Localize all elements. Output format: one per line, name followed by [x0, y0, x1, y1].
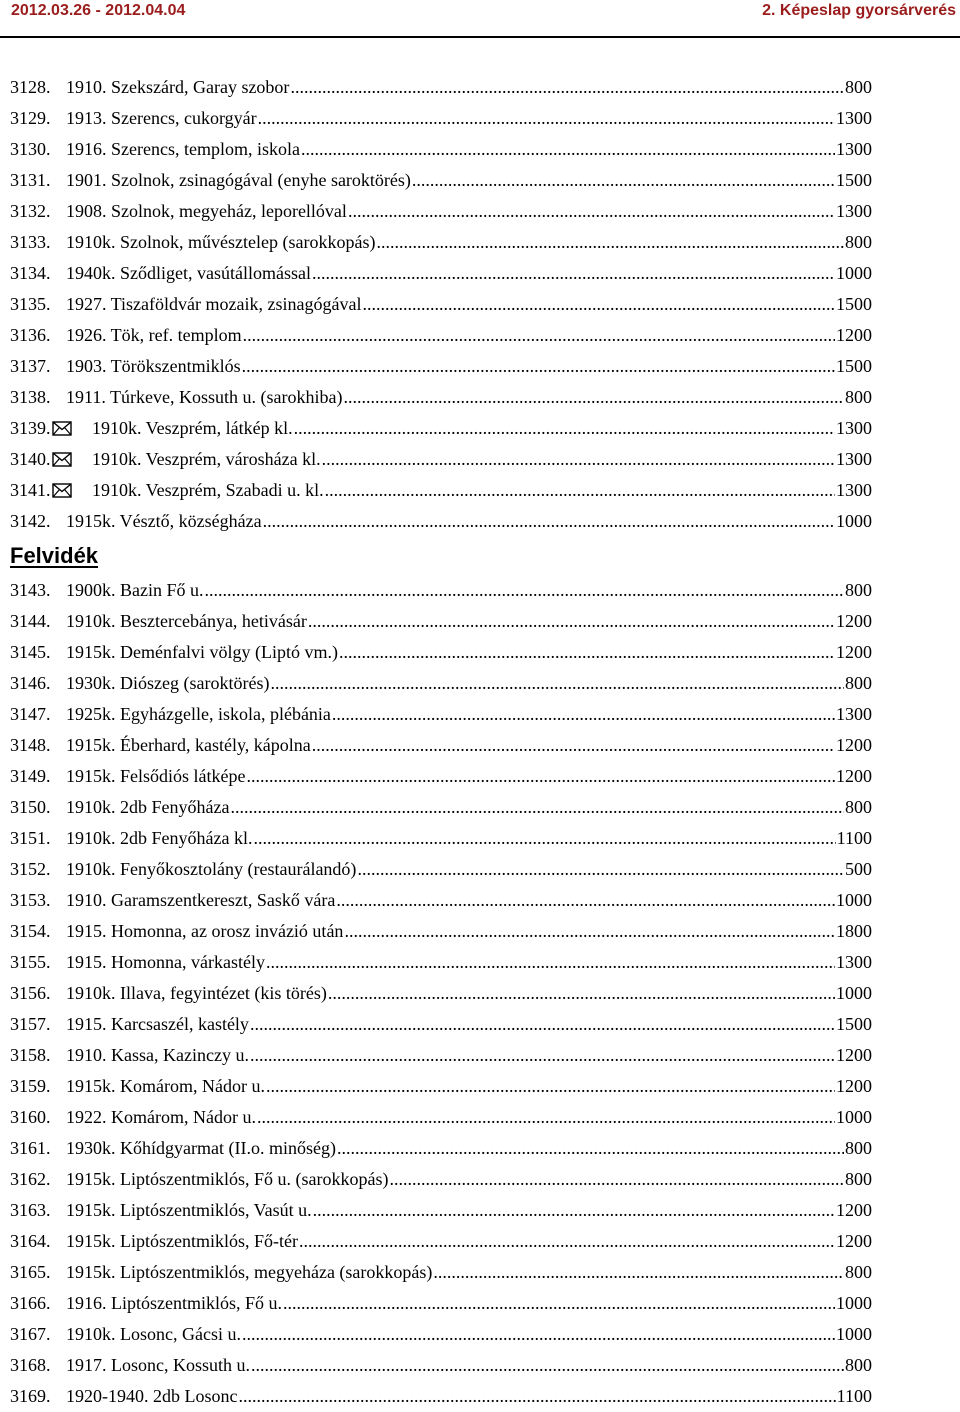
lot-price: 1200 — [836, 1076, 872, 1096]
lot-price: 800 — [845, 1138, 872, 1158]
leader-dots — [389, 1164, 844, 1195]
lot-number: 3157. — [10, 1014, 51, 1034]
lot-row — [10, 103, 872, 134]
lot-number: 3149. — [10, 766, 51, 786]
lot-price: 1500 — [836, 170, 872, 190]
lot-description: 1910k. Besztercebánya, hetivásár — [66, 611, 307, 631]
lot-row — [10, 1040, 872, 1071]
lot-row — [10, 1381, 872, 1412]
lot-row — [10, 165, 872, 196]
lot-number: 3158. — [10, 1045, 51, 1065]
lot-price: 1100 — [836, 1386, 872, 1406]
leader-dots — [376, 227, 844, 258]
lot-description: 1940k. Sződliget, vasútállomással — [66, 263, 311, 283]
lot-description: 1911. Túrkeve, Kossuth u. (sarokhiba) — [66, 387, 343, 407]
lot-row — [10, 978, 872, 1009]
lot-description: 1915k. Liptószentmiklós, Fő-tér — [66, 1231, 298, 1251]
leader-dots — [250, 1040, 835, 1071]
leader-dots — [238, 1381, 835, 1412]
lot-price: 500 — [845, 859, 872, 879]
lot-row — [10, 227, 872, 258]
lot-price: 800 — [845, 797, 872, 817]
lot-price: 1000 — [836, 1324, 872, 1344]
lot-price: 1200 — [836, 735, 872, 755]
lot-row — [10, 134, 872, 165]
leader-dots — [312, 730, 835, 761]
lot-row — [10, 730, 872, 761]
lot-description: 1930k. Diószeg (saroktörés) — [66, 673, 270, 693]
lot-description: 1915k. Liptószentmiklós, megyeháza (sarokkopás) — [66, 1262, 433, 1282]
lot-price: 1100 — [836, 828, 872, 848]
leader-dots — [242, 1319, 835, 1350]
lot-number: 3155. — [10, 952, 51, 972]
lot-row — [10, 1226, 872, 1257]
lot-number: 3154. — [10, 921, 51, 941]
lot-price: 800 — [845, 232, 872, 252]
envelope-icon — [52, 421, 72, 436]
lot-price: 1500 — [836, 356, 872, 376]
lot-description: 1913. Szerencs, cukorgyár — [66, 108, 257, 128]
lot-number: 3132. — [10, 201, 51, 221]
envelope-icon — [52, 483, 72, 498]
leader-dots — [230, 792, 844, 823]
lot-price: 1000 — [836, 511, 872, 531]
leader-dots — [343, 382, 844, 413]
lot-description: 1910. Garamszentkereszt, Saskő vára — [66, 890, 336, 910]
lot-number: 3148. — [10, 735, 51, 755]
lot-description: 1915k. Felsődiós látképe — [66, 766, 246, 786]
lot-description: 1903. Törökszentmiklós — [66, 356, 241, 376]
leader-dots — [412, 165, 835, 196]
lot-row — [10, 606, 872, 637]
lot-price: 1500 — [836, 1014, 872, 1034]
lot-number: 3138. — [10, 387, 51, 407]
lot-price: 800 — [845, 1355, 872, 1375]
leader-dots — [246, 761, 835, 792]
lot-number: 3137. — [10, 356, 51, 376]
lot-price: 1000 — [836, 1293, 872, 1313]
lot-number: 3131. — [10, 170, 51, 190]
lot-row — [10, 444, 872, 475]
lot-number: 3156. — [10, 983, 51, 1003]
lot-description: 1901. Szolnok, zsinagógával (enyhe saroktörés) — [66, 170, 411, 190]
lot-row — [10, 1350, 872, 1381]
lot-description: 1915. Homonna, az orosz invázió után — [66, 921, 344, 941]
leader-dots — [205, 575, 845, 606]
lot-row — [10, 1071, 872, 1102]
lot-description: 1910k. Veszprém, városháza kl. — [92, 449, 321, 469]
lot-row — [10, 1102, 872, 1133]
lot-description: 1922. Komárom, Nádor u. — [66, 1107, 256, 1127]
lot-number: 3163. — [10, 1200, 51, 1220]
lot-row — [10, 792, 872, 823]
lot-price: 800 — [845, 673, 872, 693]
lot-description: 1915k. Vésztő, községháza — [66, 511, 262, 531]
lot-row — [10, 413, 872, 444]
leader-dots — [337, 1133, 844, 1164]
lot-description: 1927. Tiszaföldvár mozaik, zsinagógával — [66, 294, 362, 314]
envelope-icon-wrap — [52, 452, 92, 467]
leader-dots — [251, 1350, 844, 1381]
auction-dates: 2012.03.26 - 2012.04.04 — [11, 2, 186, 19]
lot-number: 3145. — [10, 642, 51, 662]
lot-description: 1920-1940. 2db Losonc — [66, 1386, 238, 1406]
lot-row — [10, 823, 872, 854]
lot-number: 3141. — [10, 480, 51, 500]
leader-dots — [266, 1071, 835, 1102]
lot-number: 3168. — [10, 1355, 51, 1375]
envelope-icon-wrap — [52, 421, 92, 436]
leader-dots — [242, 351, 835, 382]
lot-description: 1915k. Liptószentmiklós, Vasút u. — [66, 1200, 312, 1220]
lot-row — [10, 854, 872, 885]
leader-dots — [258, 103, 835, 134]
lot-price: 800 — [845, 387, 872, 407]
lot-description: 1910k. 2db Fenyőháza kl. — [66, 828, 253, 848]
lot-price: 1200 — [836, 1045, 872, 1065]
lot-description: 1910k. Szolnok, művésztelep (sarokkopás) — [66, 232, 376, 252]
leader-dots — [299, 1226, 835, 1257]
lot-description: 1910k. 2db Fenyőháza — [66, 797, 230, 817]
lot-group-before — [10, 72, 872, 537]
lot-number: 3153. — [10, 890, 51, 910]
leader-dots — [250, 1009, 835, 1040]
leader-dots — [336, 885, 835, 916]
auction-title: 2. Képeslap gyorsárverés — [762, 2, 956, 19]
lot-row — [10, 1195, 872, 1226]
lot-number: 3134. — [10, 263, 51, 283]
leader-dots — [294, 413, 835, 444]
lot-description: 1930k. Kőhídgyarmat (II.o. minőség) — [66, 1138, 336, 1158]
lot-row — [10, 1133, 872, 1164]
lot-number: 3142. — [10, 511, 51, 531]
envelope-icon — [52, 452, 72, 467]
leader-dots — [301, 134, 835, 165]
lot-price: 1000 — [836, 890, 872, 910]
lot-row — [10, 947, 872, 978]
lot-description: 1915k. Éberhard, kastély, kápolna — [66, 735, 311, 755]
leader-dots — [344, 916, 835, 947]
lot-price: 1300 — [836, 139, 872, 159]
lot-description: 1916. Liptószentmiklós, Fő u. — [66, 1293, 282, 1313]
lot-description: 1910k. Illava, fegyintézet (kis törés) — [66, 983, 327, 1003]
lot-price: 1300 — [836, 480, 872, 500]
lot-description: 1926. Tök, ref. templom — [66, 325, 242, 345]
leader-dots — [433, 1257, 844, 1288]
lot-description: 1910k. Veszprém, Szabadi u. kl. — [92, 480, 324, 500]
leader-dots — [357, 854, 844, 885]
lot-price: 800 — [845, 77, 872, 97]
lot-price: 1000 — [836, 983, 872, 1003]
leader-dots — [253, 823, 835, 854]
lot-number: 3144. — [10, 611, 51, 631]
lot-description: 1916. Szerencs, templom, iskola — [66, 139, 300, 159]
lot-price: 1200 — [836, 611, 872, 631]
leader-dots — [339, 637, 835, 668]
lot-price: 1300 — [836, 952, 872, 972]
lot-description: 1910. Szekszárd, Garay szobor — [66, 77, 290, 97]
lot-price: 1200 — [836, 766, 872, 786]
lot-description: 1900k. Bazin Fő u. — [66, 580, 204, 600]
lot-row — [10, 72, 872, 103]
lot-row — [10, 258, 872, 289]
lot-price: 1000 — [836, 1107, 872, 1127]
leader-dots — [270, 668, 844, 699]
lot-row — [10, 289, 872, 320]
leader-dots — [308, 606, 835, 637]
lot-number: 3128. — [10, 77, 51, 97]
lot-number: 3129. — [10, 108, 51, 128]
lot-price: 1300 — [836, 449, 872, 469]
leader-dots — [266, 947, 835, 978]
lot-row — [10, 637, 872, 668]
page-header — [0, 0, 960, 38]
lot-price: 1200 — [836, 325, 872, 345]
lot-number: 3139. — [10, 418, 51, 438]
lot-number: 3160. — [10, 1107, 51, 1127]
lot-list — [10, 72, 872, 1412]
lot-number: 3152. — [10, 859, 51, 879]
lot-description: 1915. Karcsaszél, kastély — [66, 1014, 249, 1034]
lot-row — [10, 1009, 872, 1040]
leader-dots — [332, 699, 835, 730]
lot-number: 3159. — [10, 1076, 51, 1096]
lot-number: 3151. — [10, 828, 51, 848]
lot-row — [10, 196, 872, 227]
lot-row — [10, 1288, 872, 1319]
lot-number: 3135. — [10, 294, 51, 314]
lot-row — [10, 1164, 872, 1195]
leader-dots — [290, 72, 844, 103]
envelope-icon-wrap — [52, 483, 92, 498]
leader-dots — [362, 289, 835, 320]
leader-dots — [312, 258, 835, 289]
lot-description: 1910k. Veszprém, látkép kl. — [92, 418, 293, 438]
lot-price: 1500 — [836, 294, 872, 314]
lot-description: 1915k. Liptószentmiklós, Fő u. (sarokkopás) — [66, 1169, 389, 1189]
leader-dots — [283, 1288, 835, 1319]
lot-description: 1915k. Komárom, Nádor u. — [66, 1076, 265, 1096]
lot-row — [10, 761, 872, 792]
lot-description: 1910k. Losonc, Gácsi u. — [66, 1324, 241, 1344]
lot-description: 1925k. Egyházgelle, iskola, plébánia — [66, 704, 331, 724]
lot-row — [10, 699, 872, 730]
lot-price: 1000 — [836, 263, 872, 283]
lot-price: 800 — [845, 1169, 872, 1189]
section-title-felvidek: Felvidék — [10, 543, 99, 568]
lot-row — [10, 1319, 872, 1350]
lot-row — [10, 320, 872, 351]
leader-dots — [257, 1102, 835, 1133]
lot-number: 3147. — [10, 704, 51, 724]
lot-number: 3161. — [10, 1138, 51, 1158]
lot-number: 3140. — [10, 449, 51, 469]
lot-description: 1917. Losonc, Kossuth u. — [66, 1355, 250, 1375]
lot-row — [10, 506, 872, 537]
leader-dots — [325, 475, 835, 506]
lot-description: 1910k. Fenyőkosztolány (restaurálandó) — [66, 859, 357, 879]
lot-price: 1300 — [836, 201, 872, 221]
leader-dots — [328, 978, 835, 1009]
lot-number: 3150. — [10, 797, 51, 817]
leader-dots — [348, 196, 835, 227]
lot-description: 1915k. Deménfalvi völgy (Liptó vm.) — [66, 642, 338, 662]
lot-description: 1915. Homonna, várkastély — [66, 952, 265, 972]
lot-price: 1200 — [836, 1200, 872, 1220]
lot-number: 3162. — [10, 1169, 51, 1189]
lot-row — [10, 916, 872, 947]
lot-price: 1300 — [836, 418, 872, 438]
leader-dots — [322, 444, 835, 475]
lot-row — [10, 382, 872, 413]
lot-price: 1300 — [836, 108, 872, 128]
lot-description: 1908. Szolnok, megyeház, leporellóval — [66, 201, 347, 221]
lot-group-after — [10, 575, 872, 1412]
lot-number: 3143. — [10, 580, 51, 600]
lot-price: 1300 — [836, 704, 872, 724]
lot-number: 3166. — [10, 1293, 51, 1313]
lot-row — [10, 475, 872, 506]
lot-row — [10, 885, 872, 916]
lot-price: 800 — [845, 580, 872, 600]
lot-row — [10, 668, 872, 699]
lot-number: 3130. — [10, 139, 51, 159]
lot-number: 3169. — [10, 1386, 51, 1406]
leader-dots — [243, 320, 835, 351]
lot-number: 3165. — [10, 1262, 51, 1282]
lot-number: 3136. — [10, 325, 51, 345]
leader-dots — [313, 1195, 835, 1226]
lot-price: 800 — [845, 1262, 872, 1282]
lot-description: 1910. Kassa, Kazinczy u. — [66, 1045, 249, 1065]
leader-dots — [263, 506, 835, 537]
lot-price: 1200 — [836, 1231, 872, 1251]
lot-row — [10, 575, 872, 606]
lot-number: 3146. — [10, 673, 51, 693]
lot-price: 1200 — [836, 642, 872, 662]
lot-price: 1800 — [836, 921, 872, 941]
lot-number: 3167. — [10, 1324, 51, 1344]
lot-number: 3164. — [10, 1231, 51, 1251]
lot-row — [10, 1257, 872, 1288]
lot-row — [10, 351, 872, 382]
lot-number: 3133. — [10, 232, 51, 252]
